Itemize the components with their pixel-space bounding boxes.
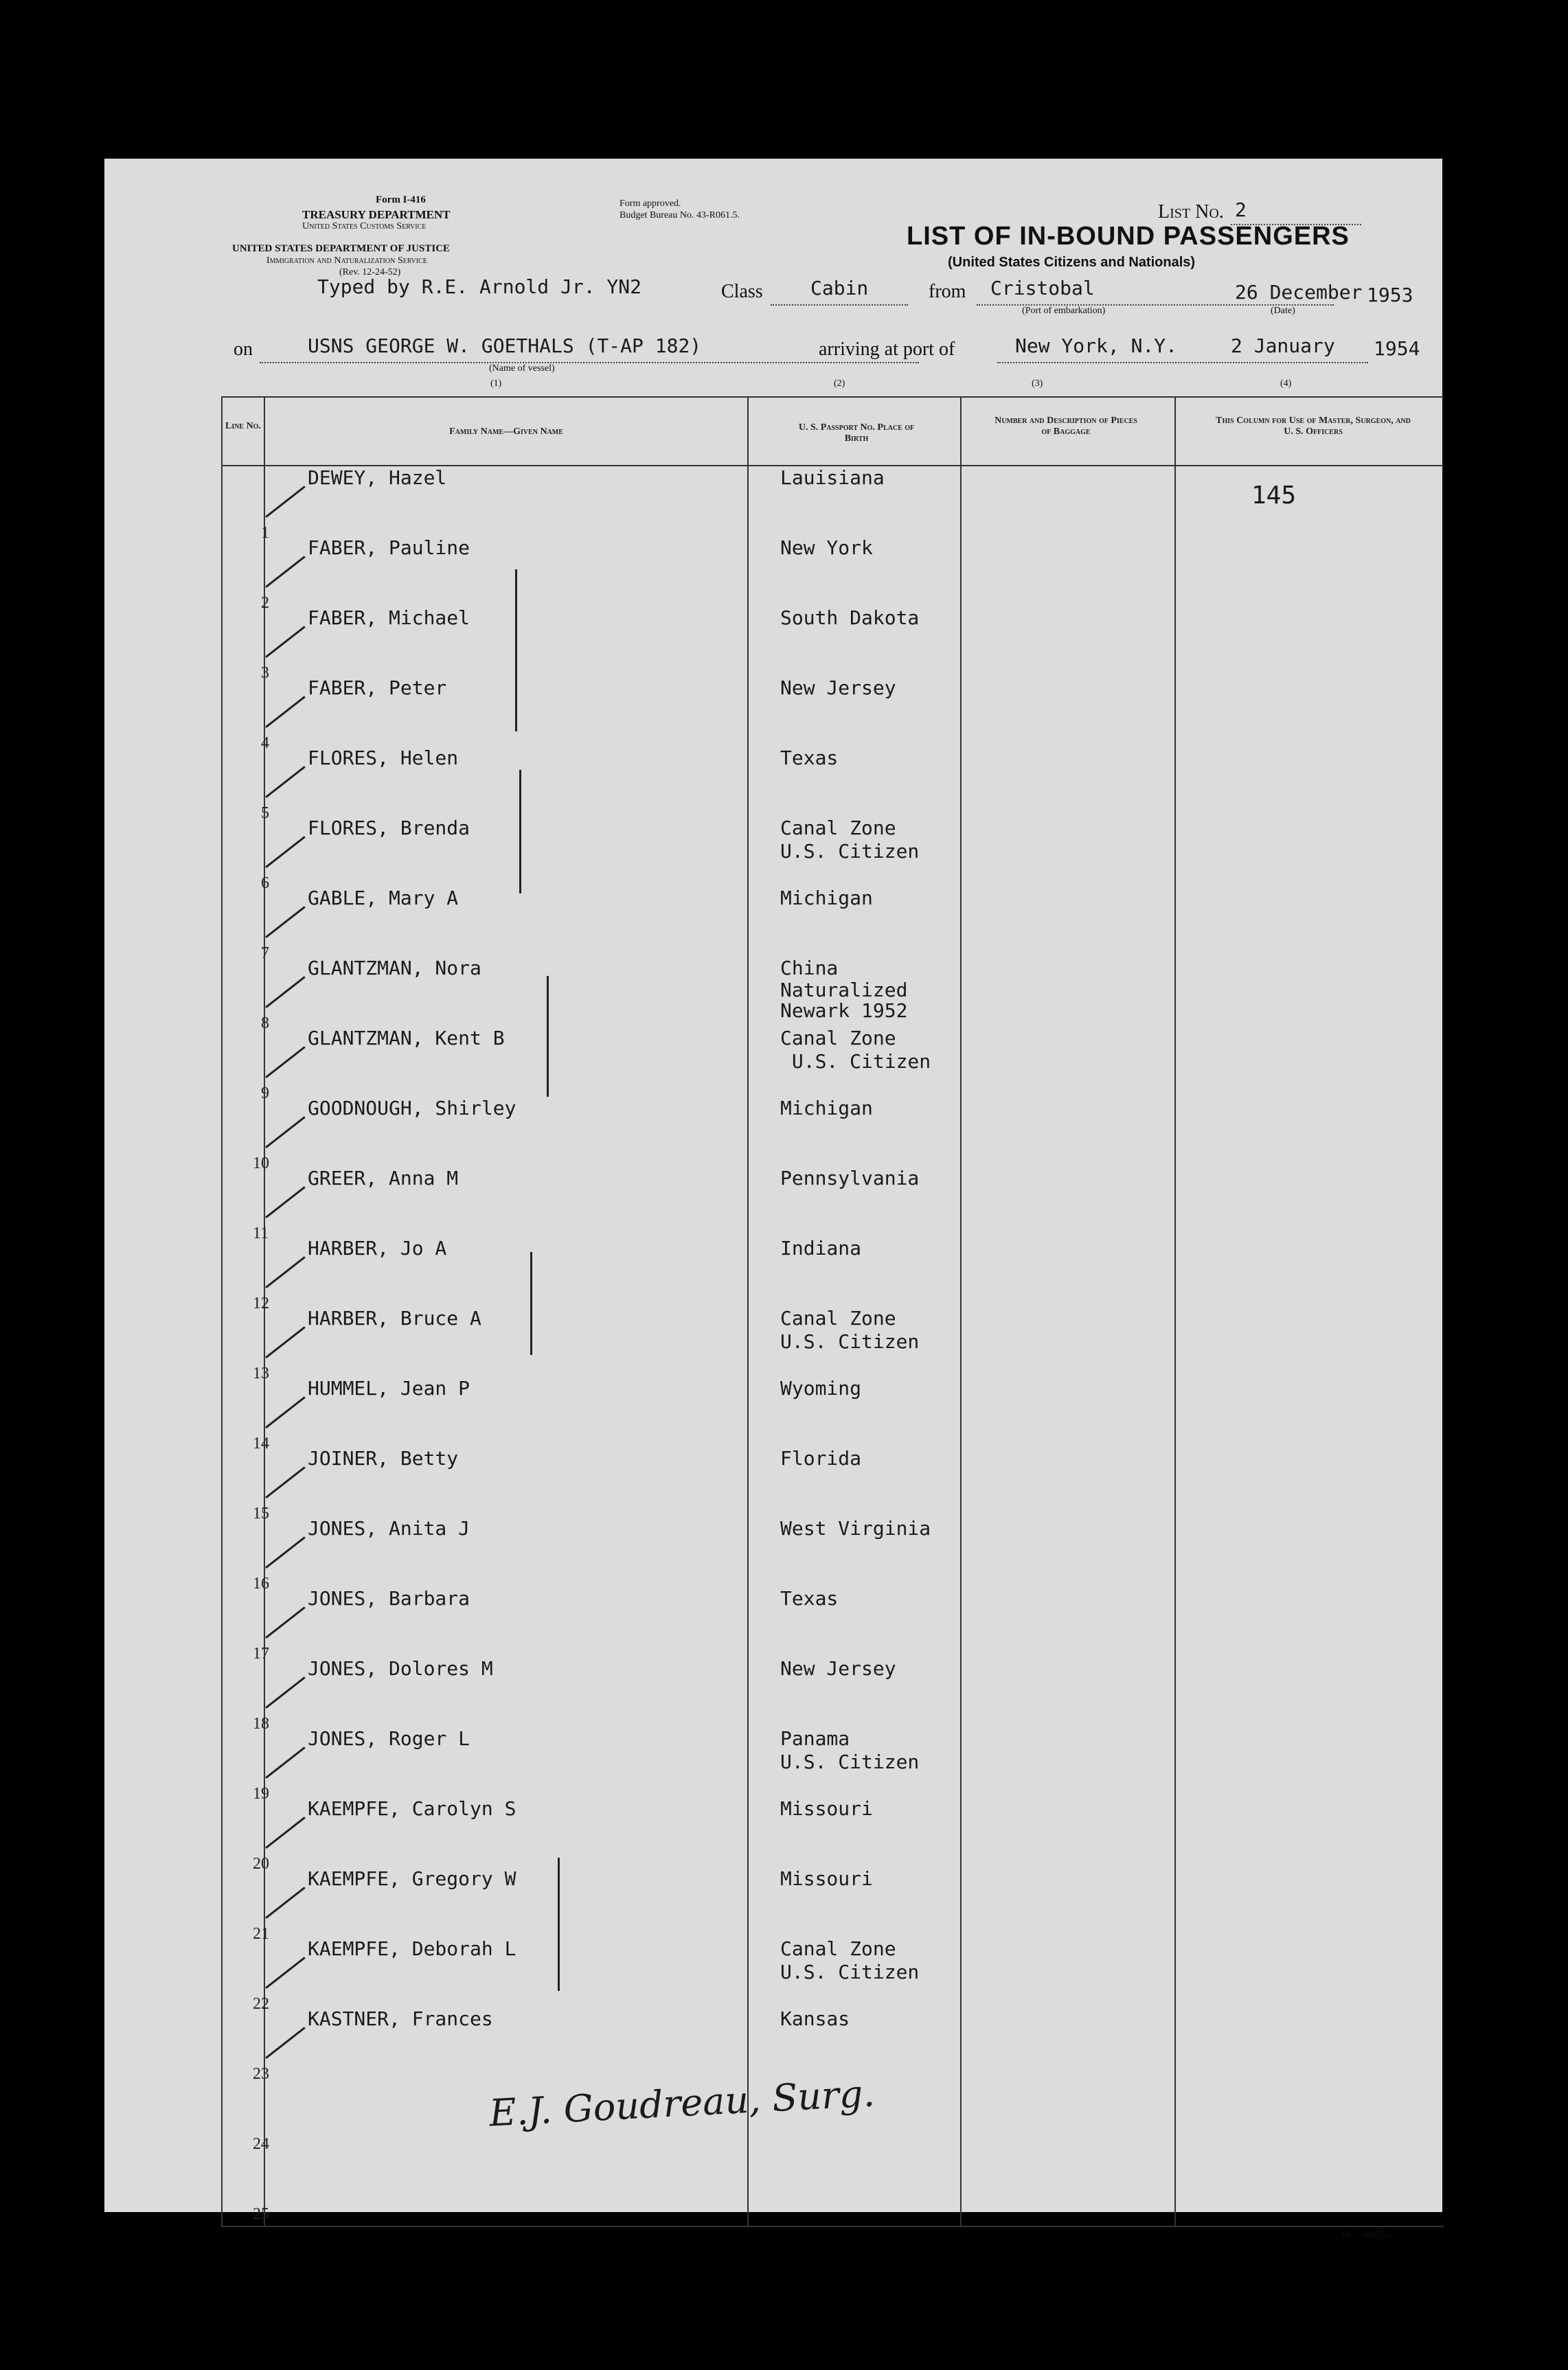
revision-date: (Rev. 12-24-52) [339, 267, 401, 277]
line-number: 17 [253, 1645, 269, 1663]
line-number: 19 [253, 1785, 269, 1803]
depart-date: 26 December [1235, 281, 1363, 304]
class-label: Class [721, 281, 763, 302]
line-number: 2 [261, 594, 269, 612]
arrival-port: New York, N.Y. [1015, 334, 1178, 357]
birth-place: Naturalized [780, 979, 908, 1001]
footer-code: 16—54652-2 [1341, 2230, 1392, 2240]
budget-bureau: Budget Bureau No. 43-R061.5. [620, 210, 740, 220]
date-caption: (Date) [1271, 306, 1295, 316]
birth-place: U.S. Citizen [780, 1961, 920, 1983]
arrival-year: 1954 [1374, 337, 1420, 360]
surgeon-signature: E.J. Goudreau, Surg. [488, 2071, 876, 2135]
passenger-name: JONES, Dolores M [308, 1657, 493, 1680]
typed-by: Typed by R.E. Arnold Jr. YN2 [317, 275, 642, 298]
birth-place: Panama [780, 1727, 850, 1750]
passenger-name: GLANTZMAN, Nora [308, 957, 481, 979]
col-rule-passport [960, 396, 962, 2226]
line-number: 21 [253, 1925, 269, 1943]
depart-year: 1953 [1367, 284, 1413, 306]
customs-service: United States Customs Service [302, 221, 427, 231]
vessel-line [260, 362, 919, 363]
passenger-name: GOODNOUGH, Shirley [308, 1097, 516, 1119]
birth-place: Pennsylvania [780, 1167, 920, 1189]
passenger-name: FABER, Pauline [308, 536, 470, 559]
birth-place: Indiana [780, 1237, 862, 1260]
birth-place: Canal Zone [780, 1307, 896, 1330]
passenger-name: HARBER, Bruce A [308, 1307, 481, 1330]
from-label: from [929, 281, 966, 302]
birth-place: Missouri [780, 1867, 873, 1890]
passenger-name: JONES, Anita J [308, 1517, 470, 1540]
line-number: 7 [261, 944, 269, 962]
passenger-name: HUMMEL, Jean P [308, 1377, 470, 1400]
birth-place: Wyoming [780, 1377, 862, 1400]
line-number: 15 [253, 1505, 269, 1523]
line-number: 1 [261, 524, 269, 542]
birth-place: U.S. Citizen [780, 1751, 920, 1773]
birth-place: Missouri [780, 1797, 873, 1820]
justice-department: UNITED STATES DEPARTMENT OF JUSTICE [232, 243, 451, 254]
line-number: 23 [253, 2065, 269, 2083]
form-subtitle: (United States Citizens and Nationals) [948, 255, 1196, 270]
birth-place: U.S. Citizen [780, 1330, 920, 1353]
line-number: 10 [253, 1154, 269, 1172]
birth-place: China [780, 957, 839, 979]
list-no-value: 2 [1235, 198, 1247, 221]
line-number: 5 [261, 804, 269, 822]
birth-place: New York [780, 536, 873, 559]
arrival-line [997, 362, 1368, 363]
birth-place: New Jersey [780, 1657, 896, 1680]
family-bracket [515, 569, 517, 731]
form-approved: Form approved. [620, 198, 681, 209]
birth-place: Michigan [780, 1097, 873, 1119]
passenger-name: KASTNER, Frances [308, 2007, 493, 2030]
birth-place: New Jersey [780, 676, 896, 699]
line-number: 22 [253, 1995, 269, 2013]
passenger-name: DEWEY, Hazel [308, 466, 447, 489]
passenger-name: FLORES, Brenda [308, 817, 470, 839]
passenger-name: KAEMPFE, Gregory W [308, 1867, 516, 1890]
line-number: 16 [253, 1575, 269, 1593]
birth-place: Florida [780, 1447, 862, 1470]
col-rule-left [221, 396, 223, 2226]
immigration-service: Immigration and Naturalization Service [266, 255, 427, 266]
family-bracket [519, 770, 521, 893]
col-num-3: (3) [1032, 378, 1043, 389]
passenger-name: JOINER, Betty [308, 1447, 459, 1470]
port-embarkation-caption: (Port of embarkation) [1022, 306, 1106, 316]
line-number: 24 [253, 2135, 269, 2153]
birth-place: Texas [780, 747, 839, 769]
form-title: LIST OF IN-BOUND PASSENGERS [907, 222, 1350, 251]
passenger-name: FLORES, Helen [308, 747, 459, 769]
table-bottom-rule [221, 2226, 1444, 2227]
class-line [771, 304, 908, 306]
class-value: Cabin [810, 277, 869, 299]
col-rule-baggage [1174, 396, 1176, 2226]
vessel-caption: (Name of vessel) [489, 363, 555, 374]
col-num-4: (4) [1280, 378, 1292, 389]
header-passport: U. S. Passport No. Place of Birth [798, 422, 915, 444]
birth-place: Canal Zone [780, 1937, 896, 1960]
arriving-label: arriving at port of [819, 339, 955, 360]
passenger-name: KAEMPFE, Carolyn S [308, 1797, 516, 1820]
birth-place: Newark 1952 [780, 999, 908, 1022]
header-officers: This Column for Use of Master, Surgeon, and U. S. Officers [1216, 415, 1411, 437]
passenger-name: JONES, Barbara [308, 1587, 470, 1610]
header-baggage: Number and Description of Pieces of Baggage [995, 415, 1137, 437]
passenger-name: FABER, Peter [308, 676, 447, 699]
family-bracket [558, 1858, 560, 1991]
birth-place: U.S. Citizen [780, 840, 920, 863]
birth-place: Texas [780, 1587, 839, 1610]
col-num-2: (2) [834, 378, 845, 389]
list-no-label: List No. [1158, 201, 1224, 223]
birth-place: U.S. Citizen [780, 1050, 931, 1073]
header-line-no: Line No. [225, 421, 261, 431]
vessel-name: USNS GEORGE W. GOETHALS (T-AP 182) [308, 334, 702, 357]
birth-place: Lauisiana [780, 466, 885, 489]
birth-place: Canal Zone [780, 817, 896, 839]
from-value: Cristobal [990, 277, 1095, 299]
line-number: 25 [253, 2205, 269, 2223]
passenger-name: FABER, Michael [308, 606, 470, 629]
line-number: 12 [253, 1295, 269, 1312]
passenger-name: GREER, Anna M [308, 1167, 459, 1189]
line-number: 14 [253, 1435, 269, 1452]
manifest-page [104, 159, 1442, 2240]
arrival-date: 2 January [1231, 334, 1335, 357]
passenger-name: HARBER, Jo A [308, 1237, 447, 1260]
family-bracket [530, 1252, 532, 1355]
passenger-name: GLANTZMAN, Kent B [308, 1027, 505, 1049]
form-number: Form I-416 [376, 194, 426, 205]
birth-place: Canal Zone [780, 1027, 896, 1049]
birth-place: Michigan [780, 887, 873, 909]
header-name: Family Name—Given Name [449, 426, 563, 437]
line-number: 20 [253, 1855, 269, 1873]
col-rule-name [747, 396, 749, 2226]
line-number: 8 [261, 1014, 269, 1032]
family-bracket [547, 976, 549, 1097]
table-top-rule [221, 396, 1444, 398]
birth-place: South Dakota [780, 606, 920, 629]
birth-place: Kansas [780, 2007, 850, 2030]
line-number: 4 [261, 734, 269, 752]
passenger-name: JONES, Roger L [308, 1727, 470, 1750]
treasury-department: TREASURY DEPARTMENT [302, 208, 451, 221]
line-number: 9 [261, 1084, 269, 1102]
birth-place: West Virginia [780, 1517, 931, 1540]
line-number: 3 [261, 664, 269, 682]
line-number: 13 [253, 1365, 269, 1382]
line-number: 6 [261, 874, 269, 892]
col-num-1: (1) [490, 378, 502, 389]
officer-note: 145 [1251, 481, 1297, 510]
line-number: 11 [253, 1224, 269, 1242]
passenger-name: GABLE, Mary A [308, 887, 459, 909]
on-label: on [234, 339, 253, 360]
passenger-name: KAEMPFE, Deborah L [308, 1937, 516, 1960]
line-number: 18 [253, 1715, 269, 1733]
